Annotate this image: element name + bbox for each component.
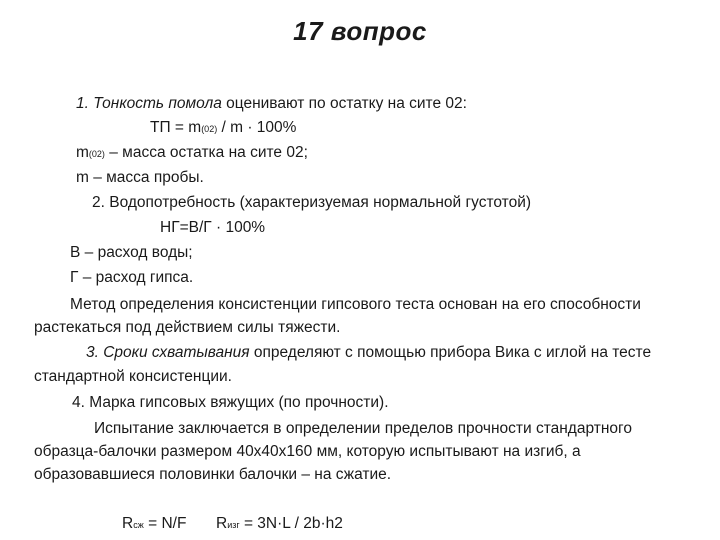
section-1-term: 1. Тонкость помола bbox=[76, 95, 222, 112]
section-3-rest: определяют с помощью прибора Вика с иглой на тесте bbox=[249, 344, 652, 361]
section-4-heading: 4. Марка гипсовых вяжущих (по прочности). bbox=[72, 394, 389, 411]
method-paragraph-line-2: растекаться под действием силы тяжести. bbox=[34, 319, 341, 336]
bending-formula-symbol: R bbox=[216, 515, 228, 532]
definition-v: В – расход воды; bbox=[70, 244, 193, 261]
definition-m02-text: – масса остатка на сите 02; bbox=[104, 144, 308, 161]
bending-formula-rest: = 3N·L / 2b·h2 bbox=[239, 515, 343, 532]
test-paragraph-line-3: образовавшиеся половинки балочки – на сжатие. bbox=[34, 466, 392, 483]
section-1-heading-rest: оценивают по остатку на сите 02: bbox=[221, 95, 467, 112]
fineness-formula bbox=[150, 118, 296, 139]
definition-g: Г – расход гипса. bbox=[70, 269, 194, 286]
fineness-formula-sub: (02) bbox=[201, 124, 218, 134]
test-paragraph-line-2: образца-балочки размером 40х40х160 мм, которую испытывают на изгиб, а bbox=[34, 443, 581, 460]
method-paragraph-line-1: Метод определения консистенции гипсового теста основан на его способности bbox=[70, 296, 641, 313]
page-title: 17 вопрос bbox=[293, 16, 427, 46]
fineness-formula-lhs: ТП = m bbox=[150, 119, 202, 136]
section-3-term: 3. Сроки схватывания bbox=[86, 344, 250, 361]
test-paragraph-line-1: Испытание заключается в определении пределов прочности стандартного bbox=[94, 420, 632, 437]
section-2-heading: 2. Водопотребность (характеризуемая нормальной густотой) bbox=[92, 194, 532, 211]
definition-m02-sub: (02) bbox=[88, 149, 105, 159]
definition-m02 bbox=[76, 143, 308, 164]
definition-m02-symbol: m bbox=[76, 144, 89, 161]
bending-formula bbox=[216, 514, 343, 535]
bending-formula-sub: изг bbox=[227, 520, 240, 530]
compression-formula-rest: = N/F bbox=[143, 515, 187, 532]
compression-formula-symbol: R bbox=[122, 515, 134, 532]
section-1-heading bbox=[76, 94, 467, 114]
water-demand-formula: НГ=В/Г · 100% bbox=[160, 219, 266, 236]
definition-m: m – масса пробы. bbox=[76, 169, 204, 186]
fineness-formula-rhs: / m · 100% bbox=[217, 119, 297, 136]
compression-formula-sub: сж bbox=[133, 520, 144, 530]
section-3-line-1 bbox=[86, 343, 651, 363]
compression-formula bbox=[122, 514, 186, 535]
section-3-line-2: стандартной консистенции. bbox=[34, 368, 232, 385]
